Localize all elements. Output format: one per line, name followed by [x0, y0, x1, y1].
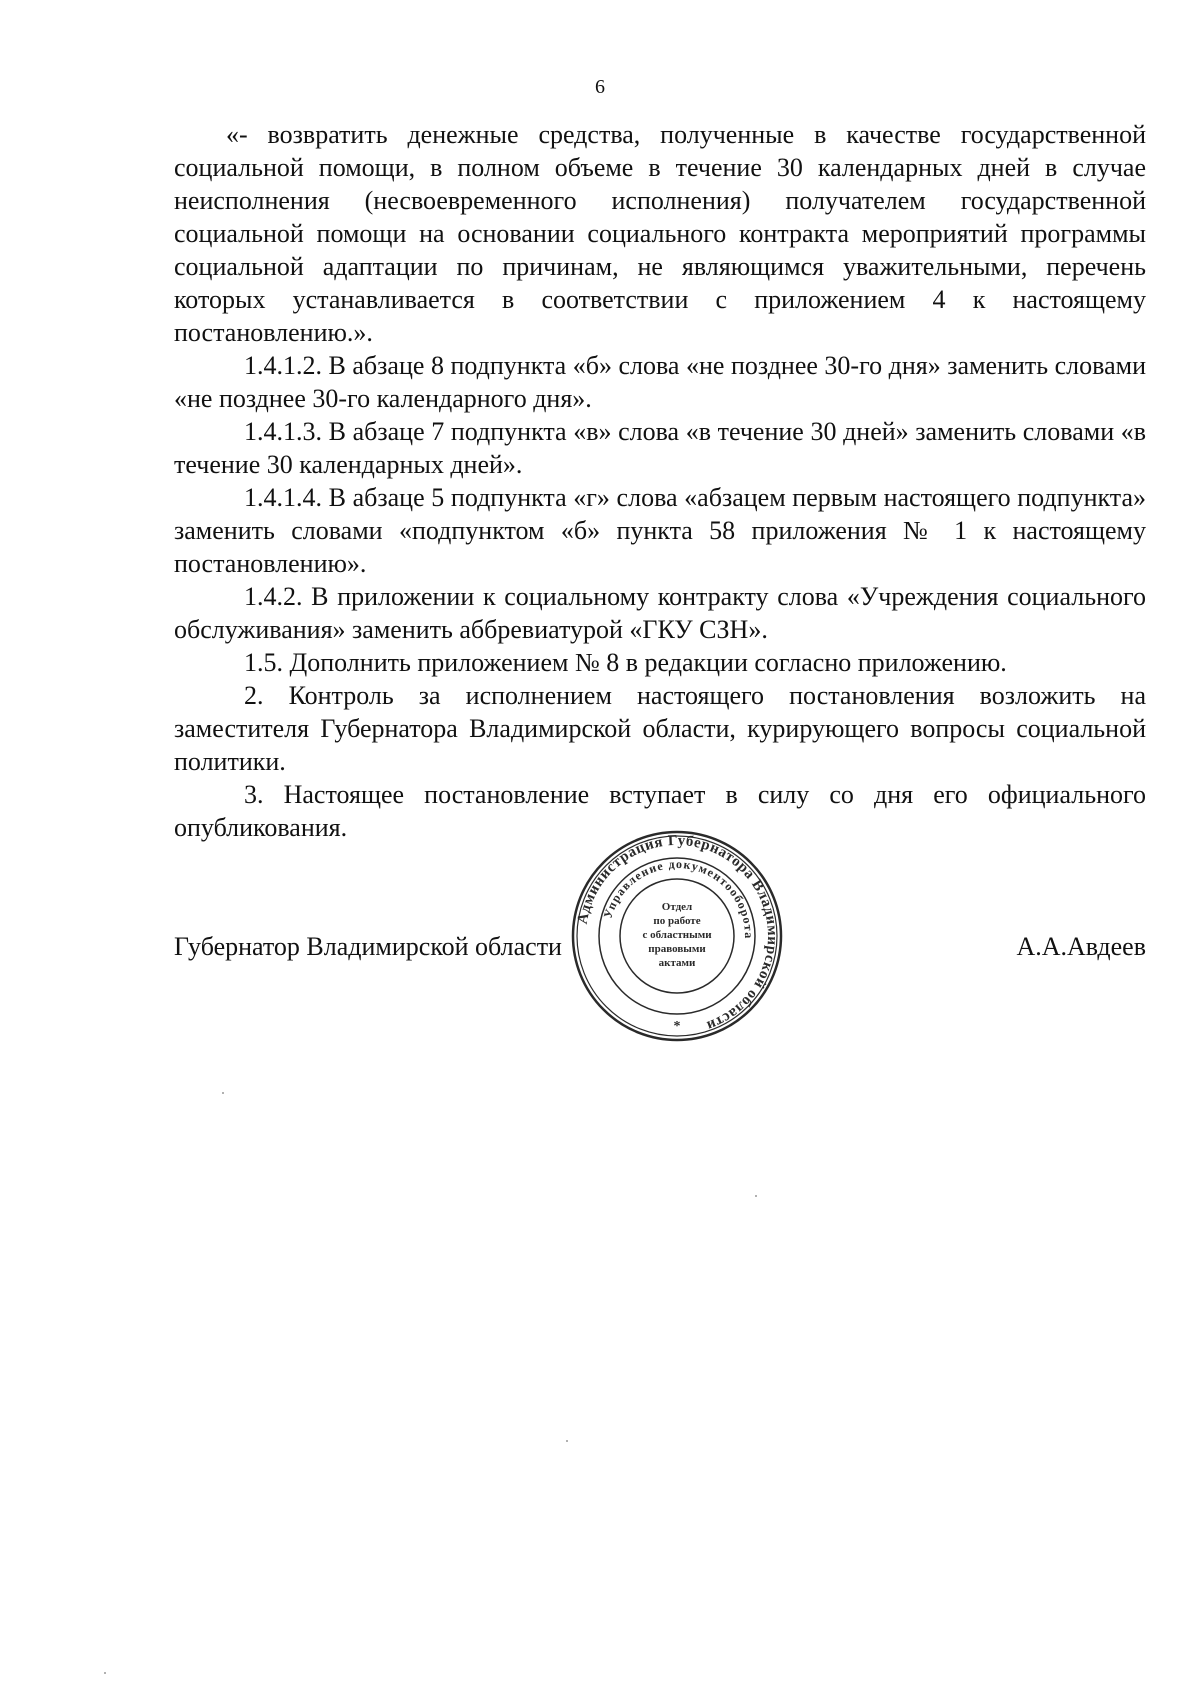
- paragraph-2-control: 2. Контроль за исполнением настоящего постановления возложить на заместителя Губернатора Владимирской области, курирующего вопросы социальной политики.: [174, 681, 1146, 776]
- signatory-title: Губернатор Владимирской области: [174, 932, 562, 961]
- page-number: 6: [595, 76, 605, 98]
- paragraph-1-5: 1.5. Дополнить приложением № 8 в редакции согласно приложению.: [244, 648, 1007, 677]
- seal-center-line-5: актами: [658, 957, 696, 969]
- document-body: [174, 118, 1146, 844]
- paragraph-1-4-1-2: 1.4.1.2. В абзаце 8 подпункта «б» слова «не позднее 30-го дня» заменить словами «не позднее 30-го календарного дня».: [174, 351, 1146, 413]
- scan-speck: [755, 1195, 757, 1197]
- scan-speck: [566, 1440, 568, 1442]
- signatory-name: А.А.Авдеев: [1016, 932, 1146, 961]
- official-seal: [571, 830, 783, 1042]
- seal-center-line-4: правовыми: [648, 943, 706, 955]
- scan-speck: [104, 1672, 106, 1674]
- seal-star-icon: *: [673, 1019, 681, 1034]
- seal-inner-text: Управление документооборота: [600, 856, 757, 940]
- paragraph-1-4-1-3: 1.4.1.3. В абзаце 7 подпункта «в» слова «в течение 30 дней» заменить словами «в течение 30 календарных дней».: [174, 417, 1146, 479]
- seal-center-line-3: с областными: [642, 929, 712, 941]
- paragraph-3-effect: 3. Настоящее постановление вступает в силу со дня его официального опубликования.: [174, 780, 1146, 842]
- paragraph-1-4-2: 1.4.2. В приложении к социальному контракту слова «Учреждения социального обслуживания» заменить аббревиатурой «ГКУ СЗН».: [174, 582, 1146, 644]
- seal-center-line-2: по работе: [653, 915, 701, 927]
- seal-center-line-1: Отдел: [661, 901, 693, 913]
- paragraph-1-4-1-4: 1.4.1.4. В абзаце 5 подпункта «г» слова «абзацем первым настоящего подпункта» заменить словами «подпунктом «б» пункта 58 приложения № 1 к настоящему постановлению».: [174, 483, 1146, 578]
- seal-outer-text: Администрация Губернатора Владимирской области: [574, 832, 781, 1034]
- paragraph-return-funds: «- возвратить денежные средства, полученные в качестве государственной социальной помощи, в полном объеме в течение 30 календарных дней в случае неисполнения (несвоевременного исполнения) получателем государственной социальной помощи на основании социального контракта мероприятий программы социальной адаптации по причинам, не являющимся уважительными, перечень которых устанавливается в соответствии с приложением 4 к настоящему постановлению.».: [174, 120, 1146, 347]
- scan-speck: [222, 1092, 224, 1094]
